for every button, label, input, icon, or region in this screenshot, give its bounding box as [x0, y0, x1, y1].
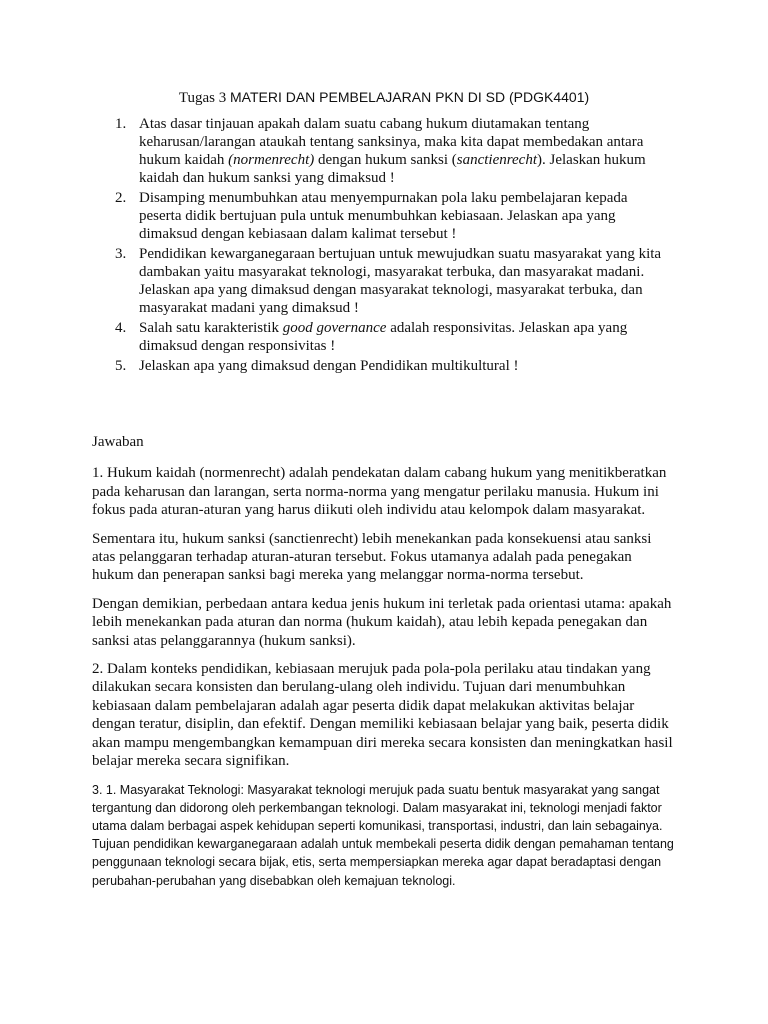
question-text: Disamping menumbuhkan atau menyempurnakan pola laku pembelajaran kepada peserta didik bertujuan pula untuk menumbuhkan kebiasaan. Jelaskan apa yang dimaksud dengan kebiasaan dalam kalimat tersebut !	[139, 190, 628, 242]
question-number: 3.	[115, 246, 127, 262]
answer-paragraph: Dengan demikian, perbedaan antara kedua jenis hukum ini terletak pada orientasi utama: apakah lebih menekankan pada aturan dan norma (hukum kaidah), atau lebih kepada penegakan dan sanksi atas pelanggarannya (hukum sanksi).	[92, 595, 672, 649]
question-item	[115, 357, 669, 375]
question-text: Pendidikan kewarganegaraan bertujuan untuk mewujudkan suatu masyarakat yang kita dambakan yaitu masyarakat teknologi, masyarakat terbuka, dan masyarakat madani. Jelaskan apa yang dimaksud dengan masyarakat teknologi, masyarakat terbuka, dan masyarakat madani yang dimaksud !	[139, 246, 662, 316]
question-item	[115, 115, 669, 187]
question-item	[115, 245, 669, 317]
title-main: MATERI DAN PEMBELAJARAN PKN DI SD (PDGK4401)	[229, 89, 590, 105]
question-item	[115, 189, 669, 243]
answer-paragraph: Sementara itu, hukum sanksi (sanctienrecht) lebih menekankan pada konsekuensi atau sanksi atas pelanggaran terhadap aturan-aturan tersebut. Fokus utamanya adalah pada penegakan hukum dan penerapan sanksi bagi mereka yang melanggar norma-norma tersebut.	[92, 530, 652, 584]
question-number: 4.	[115, 320, 127, 336]
answer-paragraph: 2. Dalam konteks pendidikan, kebiasaan merujuk pada pola-pola perilaku atau tindakan yang dilakukan secara konsisten dan berulang-ulang oleh individu. Tujuan dari menumbuhkan kebiasaan dalam pembelajaran adalah agar peserta didik dapat melakukan aktivitas belajar dengan teratur, disiplin, dan efektif. Dengan memiliki kebiasaan belajar yang baik, peserta didik akan mampu mengembangkan kemampuan diri mereka secara konsisten dan meningkatkan hasil belajar mereka secara signifikan.	[92, 661, 673, 770]
title-prefix: Tugas 3	[178, 90, 230, 106]
answers-heading: Jawaban	[92, 434, 144, 450]
answer-paragraph: 3. 1. Masyarakat Teknologi: Masyarakat teknologi merujuk pada suatu bentuk masyarakat yang sangat tergantung dan didorong oleh perkembangan teknologi. Dalam masyarakat ini, teknologi menjadi faktor utama dalam berbagai aspek kehidupan seperti komunikasi, transportasi, industri, dan lain sebagainya. Tujuan pendidikan kewarganegaraan adalah untuk membekali peserta didik dengan pemahaman tentang penggunaan teknologi secara bijak, etis, serta mempersiapkan mereka agar dapat beradaptasi dengan perubahan-perubahan yang disebabkan oleh kemajuan teknologi.	[92, 782, 674, 888]
question-number: 5.	[115, 358, 127, 374]
document-title	[0, 87, 768, 108]
question-number: 1.	[115, 116, 127, 132]
question-text: Salah satu karakteristik good governance adalah responsivitas. Jelaskan apa yang dimaksud dengan responsivitas !	[139, 320, 628, 354]
question-list	[115, 115, 669, 377]
answer-paragraph: 1. Hukum kaidah (normenrecht) adalah pendekatan dalam cabang hukum yang menitikberatkan pada keharusan dan larangan, serta norma-norma yang mengatur perilaku manusia. Hukum ini fokus pada aturan-aturan yang harus diikuti oleh individu atau kelompok dalam masyarakat.	[92, 465, 667, 519]
question-text: Atas dasar tinjauan apakah dalam suatu cabang hukum diutamakan tentang keharusan/larangan ataukah tentang sanksinya, maka kita dapat membedakan antara hukum kaidah (normenrecht) dengan hukum sanksi (sanctienrecht). Jelaskan hukum kaidah dan hukum sanksi yang dimaksud !	[139, 116, 646, 186]
answers-section	[92, 433, 677, 900]
question-text: Jelaskan apa yang dimaksud dengan Pendidikan multikultural !	[139, 358, 519, 374]
question-number: 2.	[115, 190, 127, 206]
question-item	[115, 319, 669, 355]
